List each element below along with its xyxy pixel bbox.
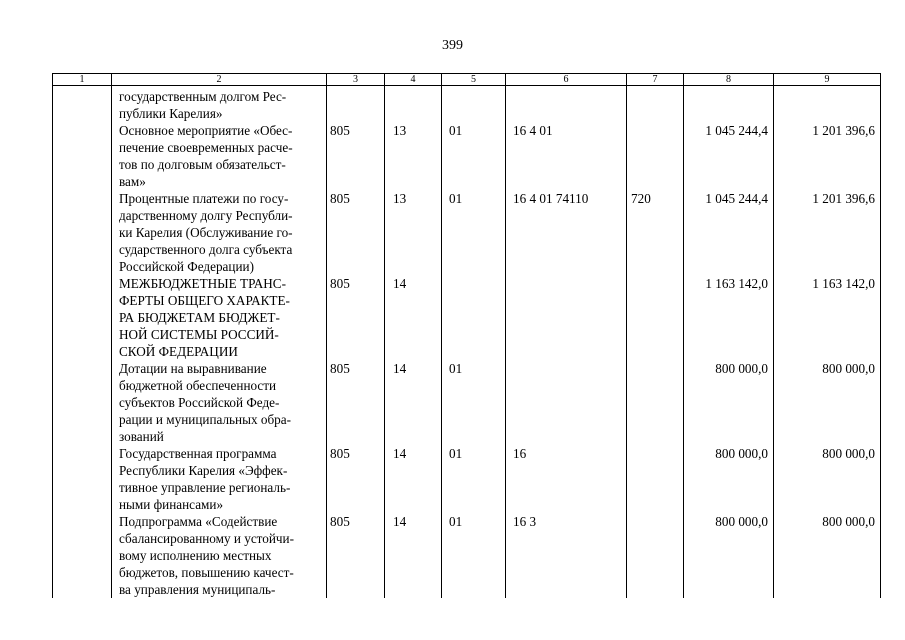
- cell-target-article: [506, 86, 627, 123]
- column-header-5: 5: [442, 74, 506, 86]
- column-header-1: 1: [53, 74, 112, 86]
- column-header-4: 4: [385, 74, 442, 86]
- cell-ministry: [327, 86, 385, 123]
- cell-subsection: [442, 275, 506, 360]
- cell-target-article: 16 4 01: [506, 122, 627, 190]
- cell-amount-year2: 800 000,0: [774, 360, 881, 445]
- cell-name: государственным долгом Рес- публики Карелия»: [112, 86, 327, 123]
- table-row: [53, 445, 881, 513]
- cell-subsection: 01: [442, 122, 506, 190]
- cell-section: 14: [385, 360, 442, 445]
- cell-subsection: 01: [442, 445, 506, 513]
- cell-expense-type: 720: [627, 190, 684, 275]
- cell-ministry: 805: [327, 360, 385, 445]
- cell-amount-year2: 1 163 142,0: [774, 275, 881, 360]
- cell-col1: [53, 190, 112, 275]
- cell-expense-type: [627, 513, 684, 598]
- cell-section: 14: [385, 513, 442, 598]
- table-row: [53, 86, 881, 123]
- cell-name: Процентные платежи по госу- дарственному долгу Республи- ки Карелия (Обслуживание го- сударственного долга субъекта Российской Федерации): [112, 190, 327, 275]
- cell-expense-type: [627, 86, 684, 123]
- column-header-2: 2: [112, 74, 327, 86]
- cell-col1: [53, 513, 112, 598]
- cell-amount-year1: 1 045 244,4: [684, 190, 774, 275]
- cell-ministry: 805: [327, 122, 385, 190]
- cell-col1: [53, 122, 112, 190]
- column-header-3: 3: [327, 74, 385, 86]
- cell-subsection: [442, 86, 506, 123]
- cell-section: 14: [385, 275, 442, 360]
- cell-target-article: [506, 360, 627, 445]
- cell-ministry: 805: [327, 445, 385, 513]
- cell-amount-year2: 1 201 396,6: [774, 190, 881, 275]
- page-number: 399: [442, 38, 463, 53]
- column-header-8: 8: [684, 74, 774, 86]
- cell-section: [385, 86, 442, 123]
- cell-name: Подпрограмма «Содействие сбалансированному и устойчи- вому исполнению местных бюджетов, повышению качест- ва управления муниципаль-: [112, 513, 327, 598]
- column-header-7: 7: [627, 74, 684, 86]
- cell-expense-type: [627, 360, 684, 445]
- cell-target-article: 16: [506, 445, 627, 513]
- column-header-6: 6: [506, 74, 627, 86]
- table-row: [53, 190, 881, 275]
- cell-amount-year2: 800 000,0: [774, 513, 881, 598]
- cell-expense-type: [627, 445, 684, 513]
- cell-section: 13: [385, 122, 442, 190]
- cell-col1: [53, 86, 112, 123]
- cell-target-article: 16 4 01 74110: [506, 190, 627, 275]
- cell-target-article: 16 3: [506, 513, 627, 598]
- cell-amount-year1: 800 000,0: [684, 360, 774, 445]
- cell-ministry: 805: [327, 513, 385, 598]
- cell-ministry: 805: [327, 275, 385, 360]
- cell-col1: [53, 275, 112, 360]
- cell-amount-year2: [774, 86, 881, 123]
- cell-col1: [53, 360, 112, 445]
- cell-amount-year2: 800 000,0: [774, 445, 881, 513]
- cell-expense-type: [627, 122, 684, 190]
- table-row: [53, 360, 881, 445]
- column-number-header-row: [53, 74, 881, 86]
- cell-target-article: [506, 275, 627, 360]
- table-row: [53, 275, 881, 360]
- cell-expense-type: [627, 275, 684, 360]
- cell-subsection: 01: [442, 513, 506, 598]
- cell-section: 13: [385, 190, 442, 275]
- budget-table: [52, 73, 881, 598]
- table-body: [53, 86, 881, 599]
- cell-amount-year1: 800 000,0: [684, 445, 774, 513]
- cell-section: 14: [385, 445, 442, 513]
- cell-name: Дотации на выравнивание бюджетной обеспеченности субъектов Российской Феде- рации и муниципальных обра- зований: [112, 360, 327, 445]
- cell-subsection: 01: [442, 190, 506, 275]
- table-row: [53, 513, 881, 598]
- cell-subsection: 01: [442, 360, 506, 445]
- cell-amount-year1: 1 163 142,0: [684, 275, 774, 360]
- cell-amount-year1: 1 045 244,4: [684, 122, 774, 190]
- cell-ministry: 805: [327, 190, 385, 275]
- table-row: [53, 122, 881, 190]
- cell-name: Основное мероприятие «Обес- печение своевременных расче- тов по долговым обязательст- вам»: [112, 122, 327, 190]
- cell-amount-year2: 1 201 396,6: [774, 122, 881, 190]
- cell-amount-year1: 800 000,0: [684, 513, 774, 598]
- cell-name: МЕЖБЮДЖЕТНЫЕ ТРАНС- ФЕРТЫ ОБЩЕГО ХАРАКТЕ- РА БЮДЖЕТАМ БЮДЖЕТ- НОЙ СИСТЕМЫ РОССИЙ- СКОЙ ФЕДЕРАЦИИ: [112, 275, 327, 360]
- cell-col1: [53, 445, 112, 513]
- cell-amount-year1: [684, 86, 774, 123]
- cell-name: Государственная программа Республики Карелия «Эффек- тивное управление региональ- ными финансами»: [112, 445, 327, 513]
- column-header-9: 9: [774, 74, 881, 86]
